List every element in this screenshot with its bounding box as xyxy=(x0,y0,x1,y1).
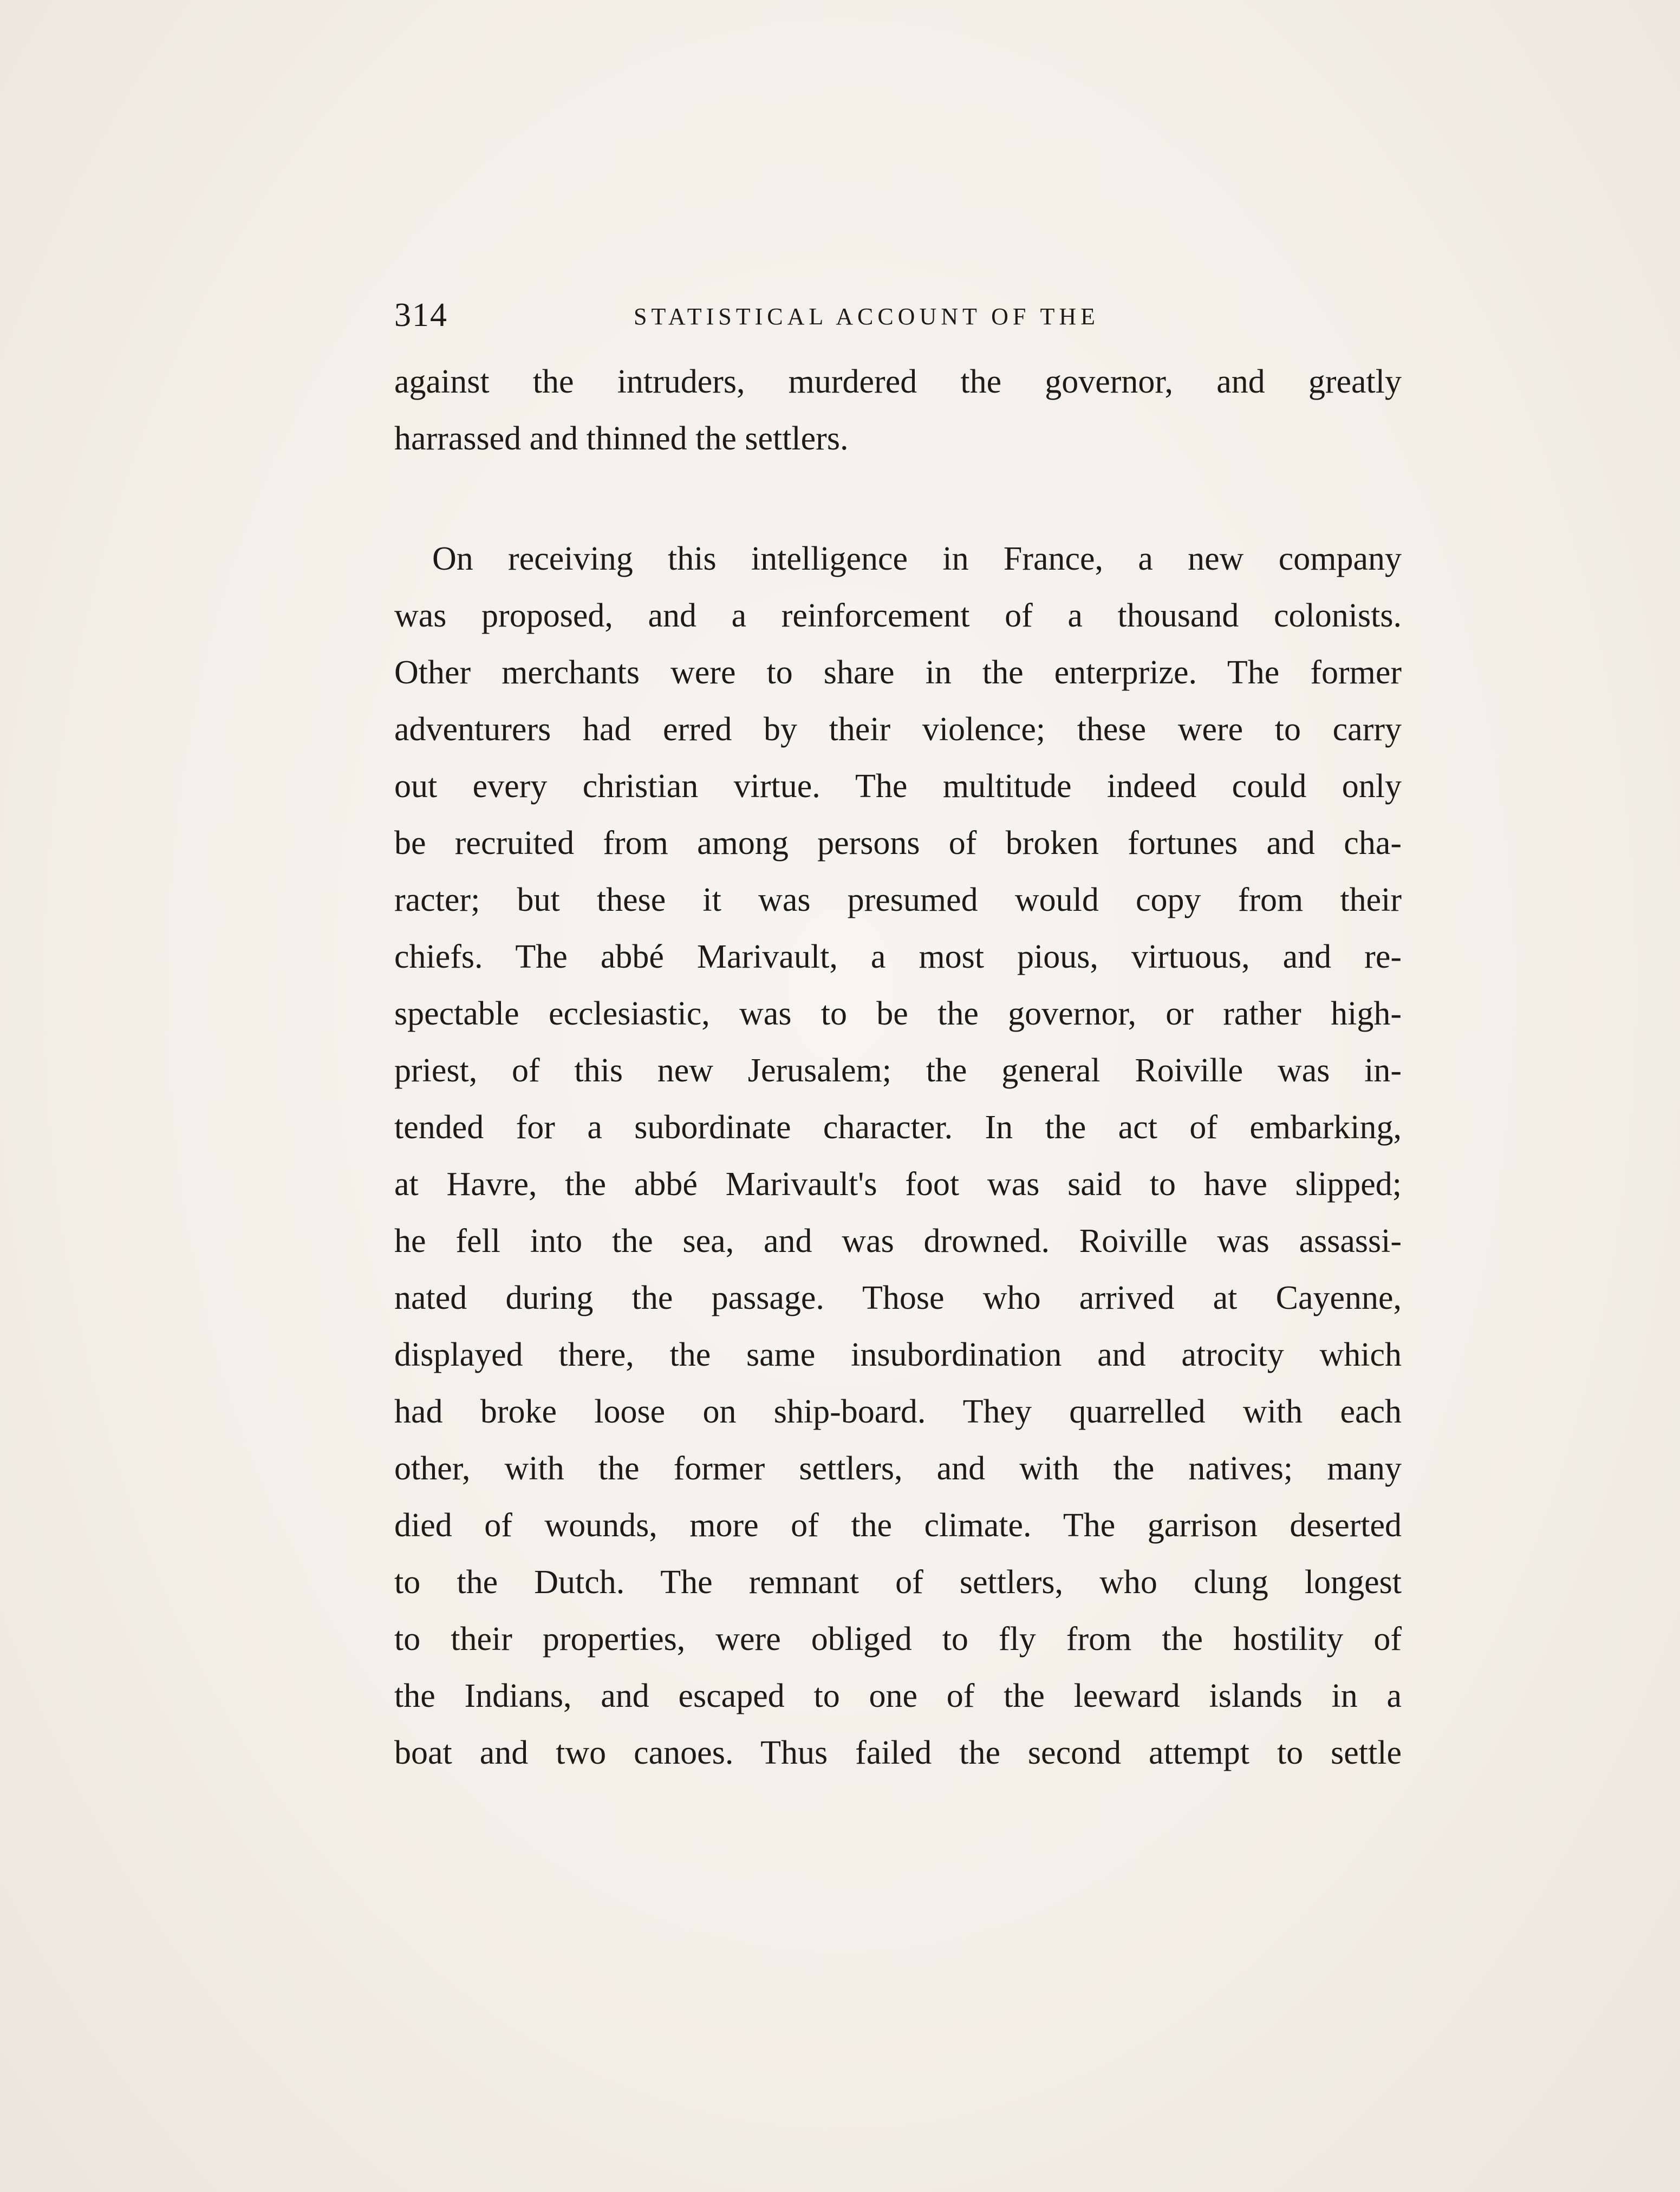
page-header xyxy=(394,293,1402,337)
paragraph-2-line-18: died of wounds, more of the climate. The garrison deserted xyxy=(394,1507,1402,1544)
page-number: 314 xyxy=(394,297,448,334)
paragraph-2-line-17: other, with the former settlers, and with the natives; many xyxy=(394,1450,1402,1487)
paragraph-1-line-2: harrassed and thinned the settlers. xyxy=(394,420,849,457)
paragraph-2-line-12: at Havre, the abbé Marivault's foot was said to have slipped; xyxy=(394,1166,1402,1203)
paragraph-2-line-9: spectable ecclesiastic, was to be the governor, or rather high- xyxy=(394,995,1402,1032)
paragraph-2-line-16: had broke loose on ship-board. They quarrelled with each xyxy=(394,1393,1402,1430)
paragraph-2-line-1: On receiving this intelligence in France, a new company xyxy=(432,540,1402,577)
paragraph-2-line-6: be recruited from among persons of broken fortunes and cha- xyxy=(394,825,1402,862)
paragraph-2-line-4: adventurers had erred by their violence; these were to carry xyxy=(394,711,1402,748)
paragraph-2-line-20: to their properties, were obliged to fly from the hostility of xyxy=(394,1621,1402,1658)
paragraph-2-line-15: displayed there, the same insubordination and atrocity which xyxy=(394,1336,1402,1373)
paragraph-2-line-13: he fell into the sea, and was drowned. Roiville was assassi- xyxy=(394,1223,1402,1260)
paragraph-2-line-3: Other merchants were to share in the enterprize. The former xyxy=(394,654,1402,691)
paragraph-2-line-11: tended for a subordinate character. In the act of embarking, xyxy=(394,1109,1402,1146)
paragraph-2-line-10: priest, of this new Jerusalem; the general Roiville was in- xyxy=(394,1052,1402,1089)
paragraph-2-line-14: nated during the passage. Those who arrived at Cayenne, xyxy=(394,1280,1402,1316)
paragraph-2-line-21: the Indians, and escaped to one of the leeward islands in a xyxy=(394,1678,1402,1714)
paragraph-2-line-22: boat and two canoes. Thus failed the second attempt to settle xyxy=(394,1734,1402,1771)
running-head: STATISTICAL ACCOUNT OF THE xyxy=(634,303,1100,330)
paragraph-2-line-19: to the Dutch. The remnant of settlers, who clung longest xyxy=(394,1564,1402,1601)
paragraph-1-line-1: against the intruders, murdered the governor, and greatly xyxy=(394,363,1402,400)
paragraph-2-line-2: was proposed, and a reinforcement of a thousand colonists. xyxy=(394,597,1402,634)
paragraph-2-line-5: out every christian virtue. The multitude indeed could only xyxy=(394,768,1402,805)
paragraph-2-line-8: chiefs. The abbé Marivault, a most pious, virtuous, and re- xyxy=(394,938,1402,975)
paragraph-2-line-7: racter; but these it was presumed would copy from their xyxy=(394,882,1402,918)
